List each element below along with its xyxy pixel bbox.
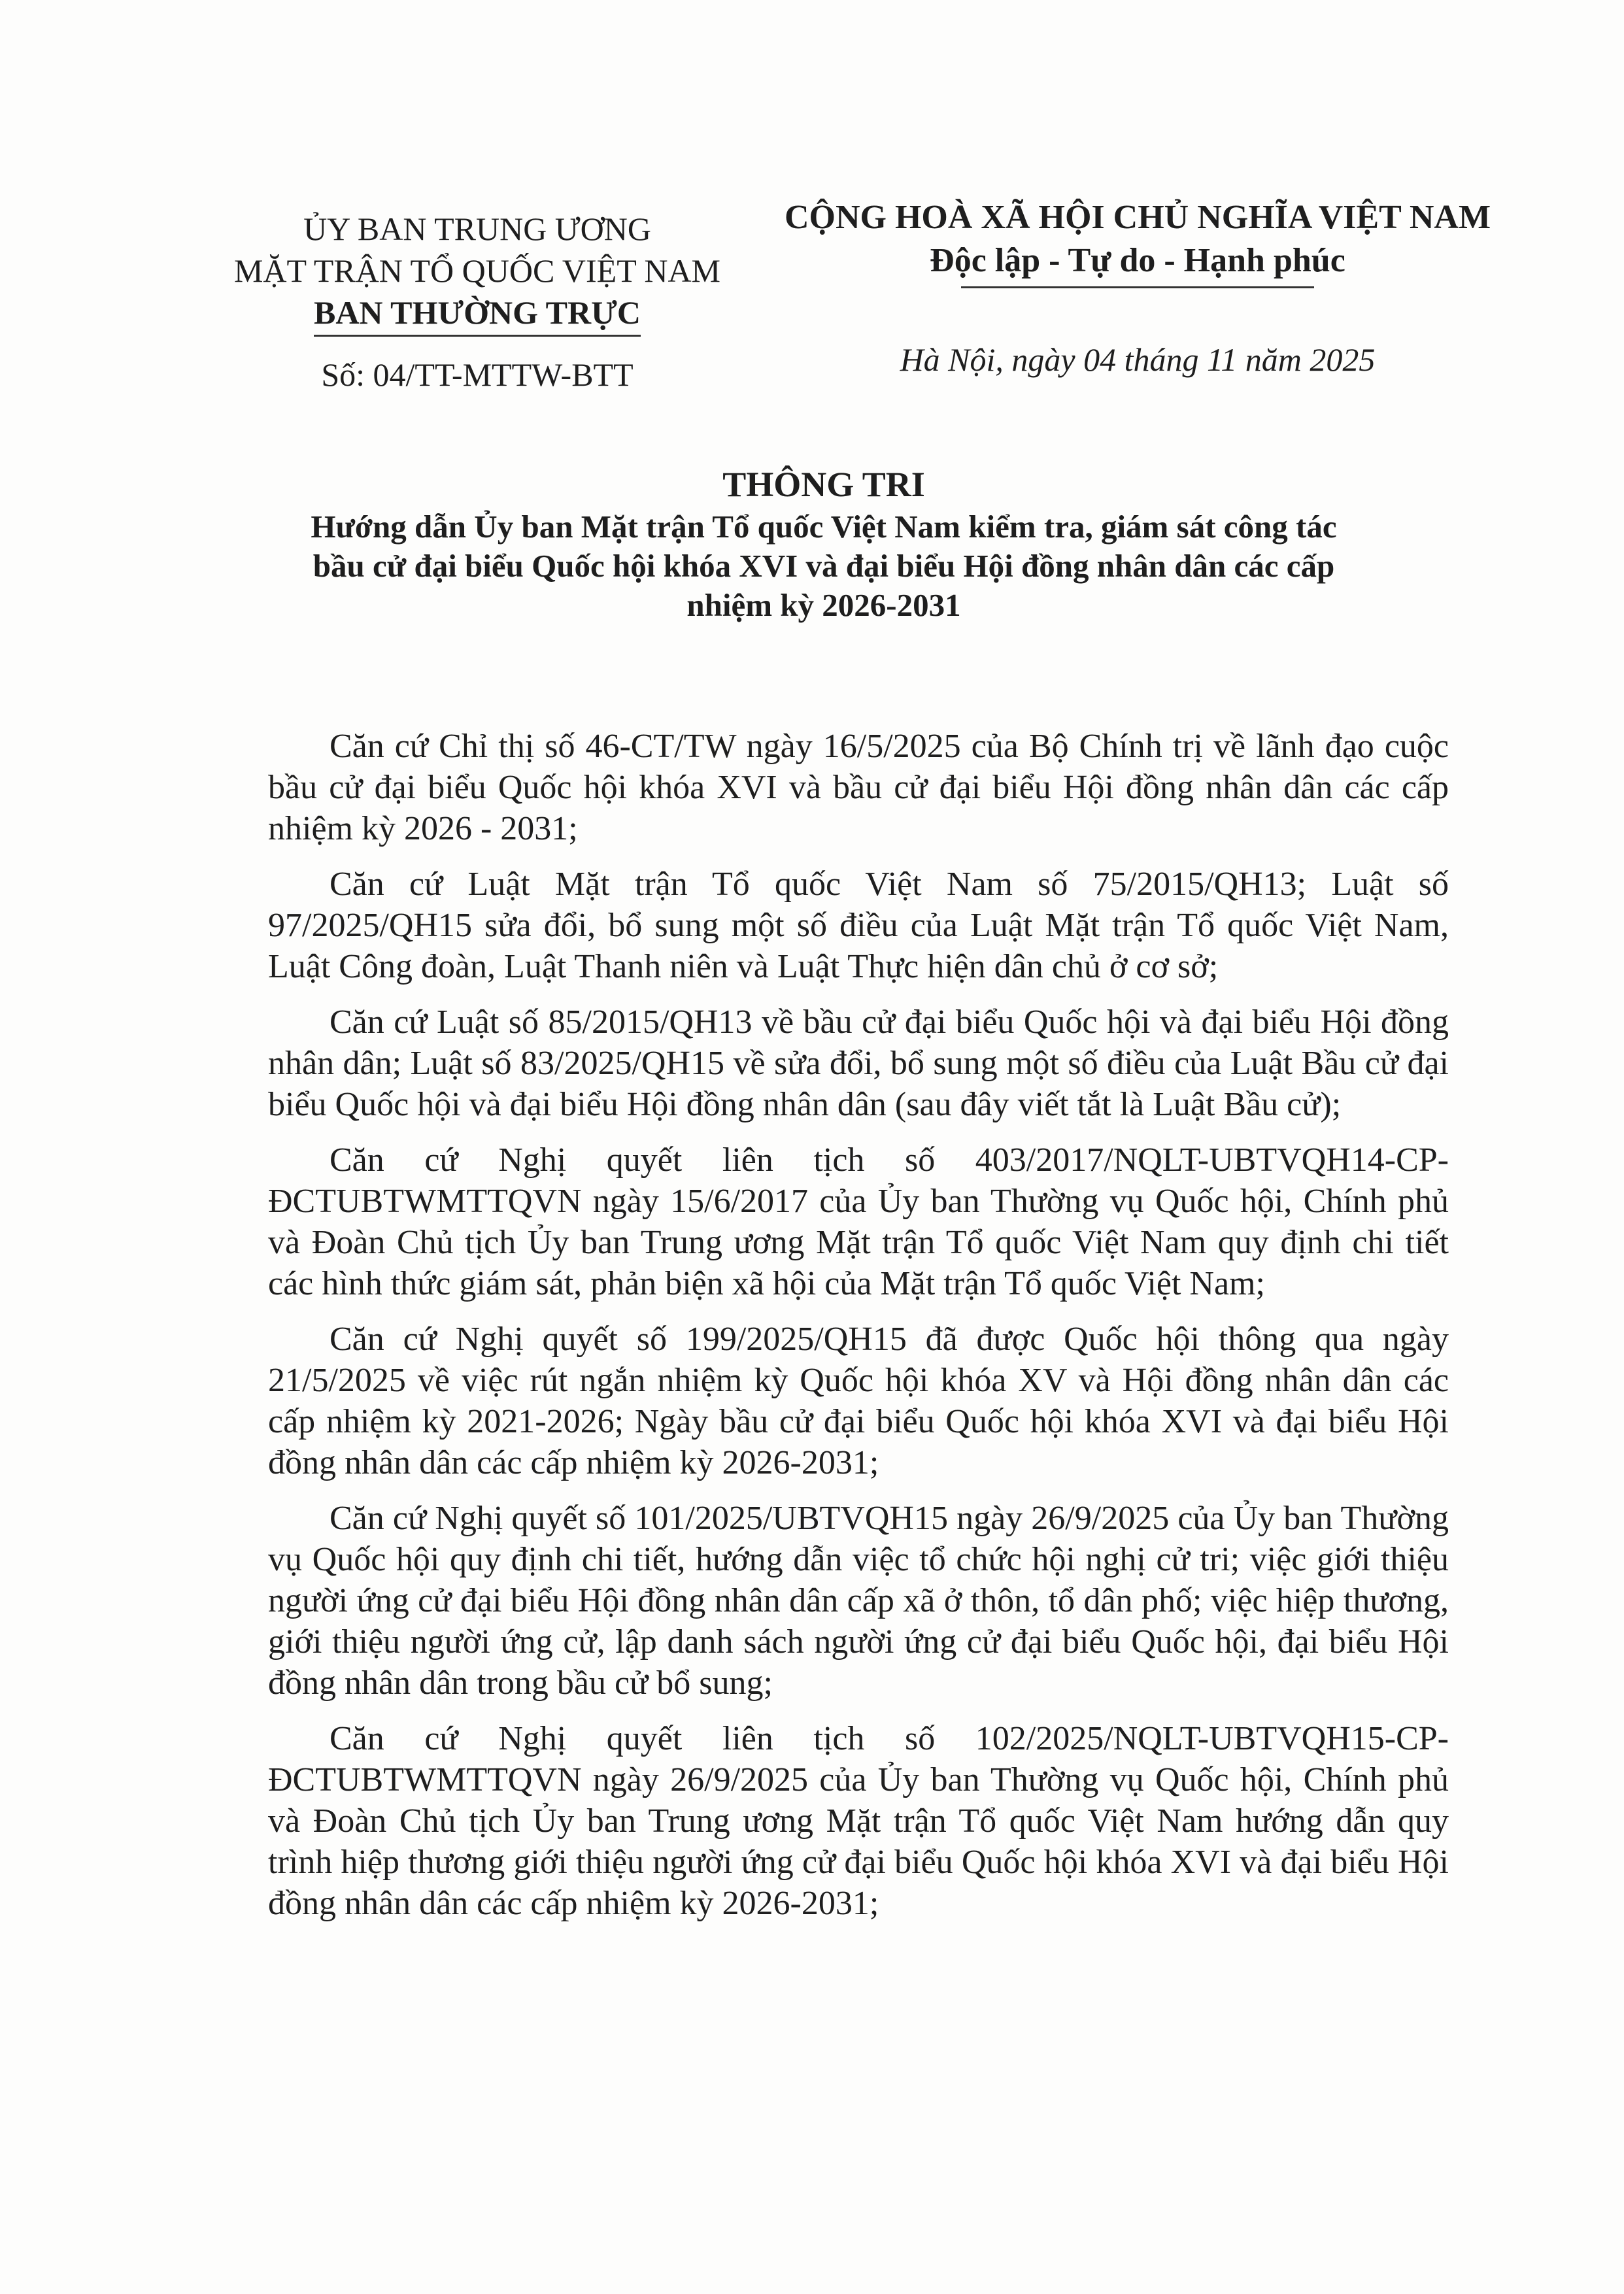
body-paragraph-1: Căn cứ Chỉ thị số 46-CT/TW ngày 16/5/2025 của Bộ Chính trị về lãnh đạo cuộc bầu cử đại biểu Quốc hội khóa XVI và bầu cử đại biểu Hội đồng nhân dân các cấp nhiệm kỳ 2026 - 2031; <box>268 728 1449 847</box>
national-header-block <box>758 196 1517 288</box>
place-date: Hà Nội, ngày 04 tháng 11 năm 2025 <box>900 341 1376 378</box>
document-title: THÔNG TRI <box>722 465 925 504</box>
country-name: CỘNG HOÀ XÃ HỘI CHỦ NGHĨA VIỆT NAM <box>784 199 1491 236</box>
issuing-authority-underlined: BAN THƯỜNG TRỰC <box>314 292 641 337</box>
issuing-authority-line-1: ỦY BAN TRUNG ƯƠNG <box>303 211 651 247</box>
body-paragraph-6: Căn cứ Nghị quyết số 101/2025/UBTVQH15 ngày 26/9/2025 của Ủy ban Thường vụ Quốc hội quy định chi tiết, hướng dẫn việc tổ chức hội nghị cử tri; việc giới thiệu người ứng cử đại biểu Hội đồng nhân dân cấp xã ở thôn, tổ dân phố; việc hiệp thương, giới thiệu người ứng cử, lập danh sách người ứng cử đại biểu Quốc hội, đại biểu Hội đồng nhân dân trong bầu cử bổ sung; <box>268 1500 1449 1702</box>
issuing-authority-line-2: MẶT TRẬN TỔ QUỐC VIỆT NAM <box>233 252 721 289</box>
subtitle-line-3: nhiệm kỳ 2026-2031 <box>686 587 961 623</box>
subtitle-line-1: Hướng dẫn Ủy ban Mặt trận Tổ quốc Việt Nam kiểm tra, giám sát công tác <box>311 509 1337 545</box>
motto-underline <box>961 286 1314 288</box>
issuing-authority-block <box>216 208 739 396</box>
body-paragraph-2: Căn cứ Luật Mặt trận Tổ quốc Việt Nam số 75/2015/QH13; Luật số 97/2025/QH15 sửa đổi, bổ sung một số điều của Luật Mặt trận Tổ quốc Việt Nam, Luật Công đoàn, Luật Thanh niên và Luật Thực hiện dân chủ ở cơ sở; <box>268 866 1449 985</box>
document-number: Số: 04/TT-MTTW-BTT <box>321 356 634 393</box>
national-motto: Độc lập - Tự do - Hạnh phúc <box>930 242 1345 279</box>
document-subtitle <box>196 507 1451 625</box>
subtitle-line-2: bầu cử đại biểu Quốc hội khóa XVI và đại biểu Hội đồng nhân dân các cấp <box>313 548 1335 584</box>
body-paragraph-3: Căn cứ Luật số 85/2015/QH13 về bầu cử đại biểu Quốc hội và đại biểu Hội đồng nhân dân; Luật số 83/2025/QH15 về sửa đổi, bổ sung một số điều của Luật Bầu cử đại biểu Quốc hội và đại biểu Hội đồng nhân dân (sau đây viết tắt là Luật Bầu cử); <box>268 1004 1449 1123</box>
issuing-authority-line-3 <box>216 292 739 337</box>
body-paragraph-4: Căn cứ Nghị quyết liên tịch số 403/2017/NQLT-UBTVQH14-CP-ĐCTUBTWMTTQVN ngày 15/6/2017 của Ủy ban Thường vụ Quốc hội, Chính phủ và Đoàn Chủ tịch Ủy ban Trung ương Mặt trận Tổ quốc Việt Nam quy định chi tiết các hình thức giám sát, phản biện xã hội của Mặt trận Tổ quốc Việt Nam; <box>268 1141 1449 1302</box>
body-paragraph-7: Căn cứ Nghị quyết liên tịch số 102/2025/NQLT-UBTVQH15-CP-ĐCTUBTWMTTQVN ngày 26/9/2025 của Ủy ban Thường vụ Quốc hội, Chính phủ và Đoàn Chủ tịch Ủy ban Trung ương Mặt trận Tổ quốc Việt Nam hướng dẫn quy trình hiệp thương giới thiệu người ứng cử đại biểu Quốc hội khóa XVI và đại biểu Hội đồng nhân dân các cấp nhiệm kỳ 2026-2031; <box>268 1720 1449 1922</box>
document-body <box>268 726 1449 1938</box>
body-paragraph-5: Căn cứ Nghị quyết số 199/2025/QH15 đã được Quốc hội thông qua ngày 21/5/2025 về việc rút ngắn nhiệm kỳ Quốc hội khóa XV và Hội đồng nhân dân các cấp nhiệm kỳ 2021-2026; Ngày bầu cử đại biểu Quốc hội khóa XVI và đại biểu Hội đồng nhân dân các cấp nhiệm kỳ 2026-2031; <box>268 1321 1449 1481</box>
